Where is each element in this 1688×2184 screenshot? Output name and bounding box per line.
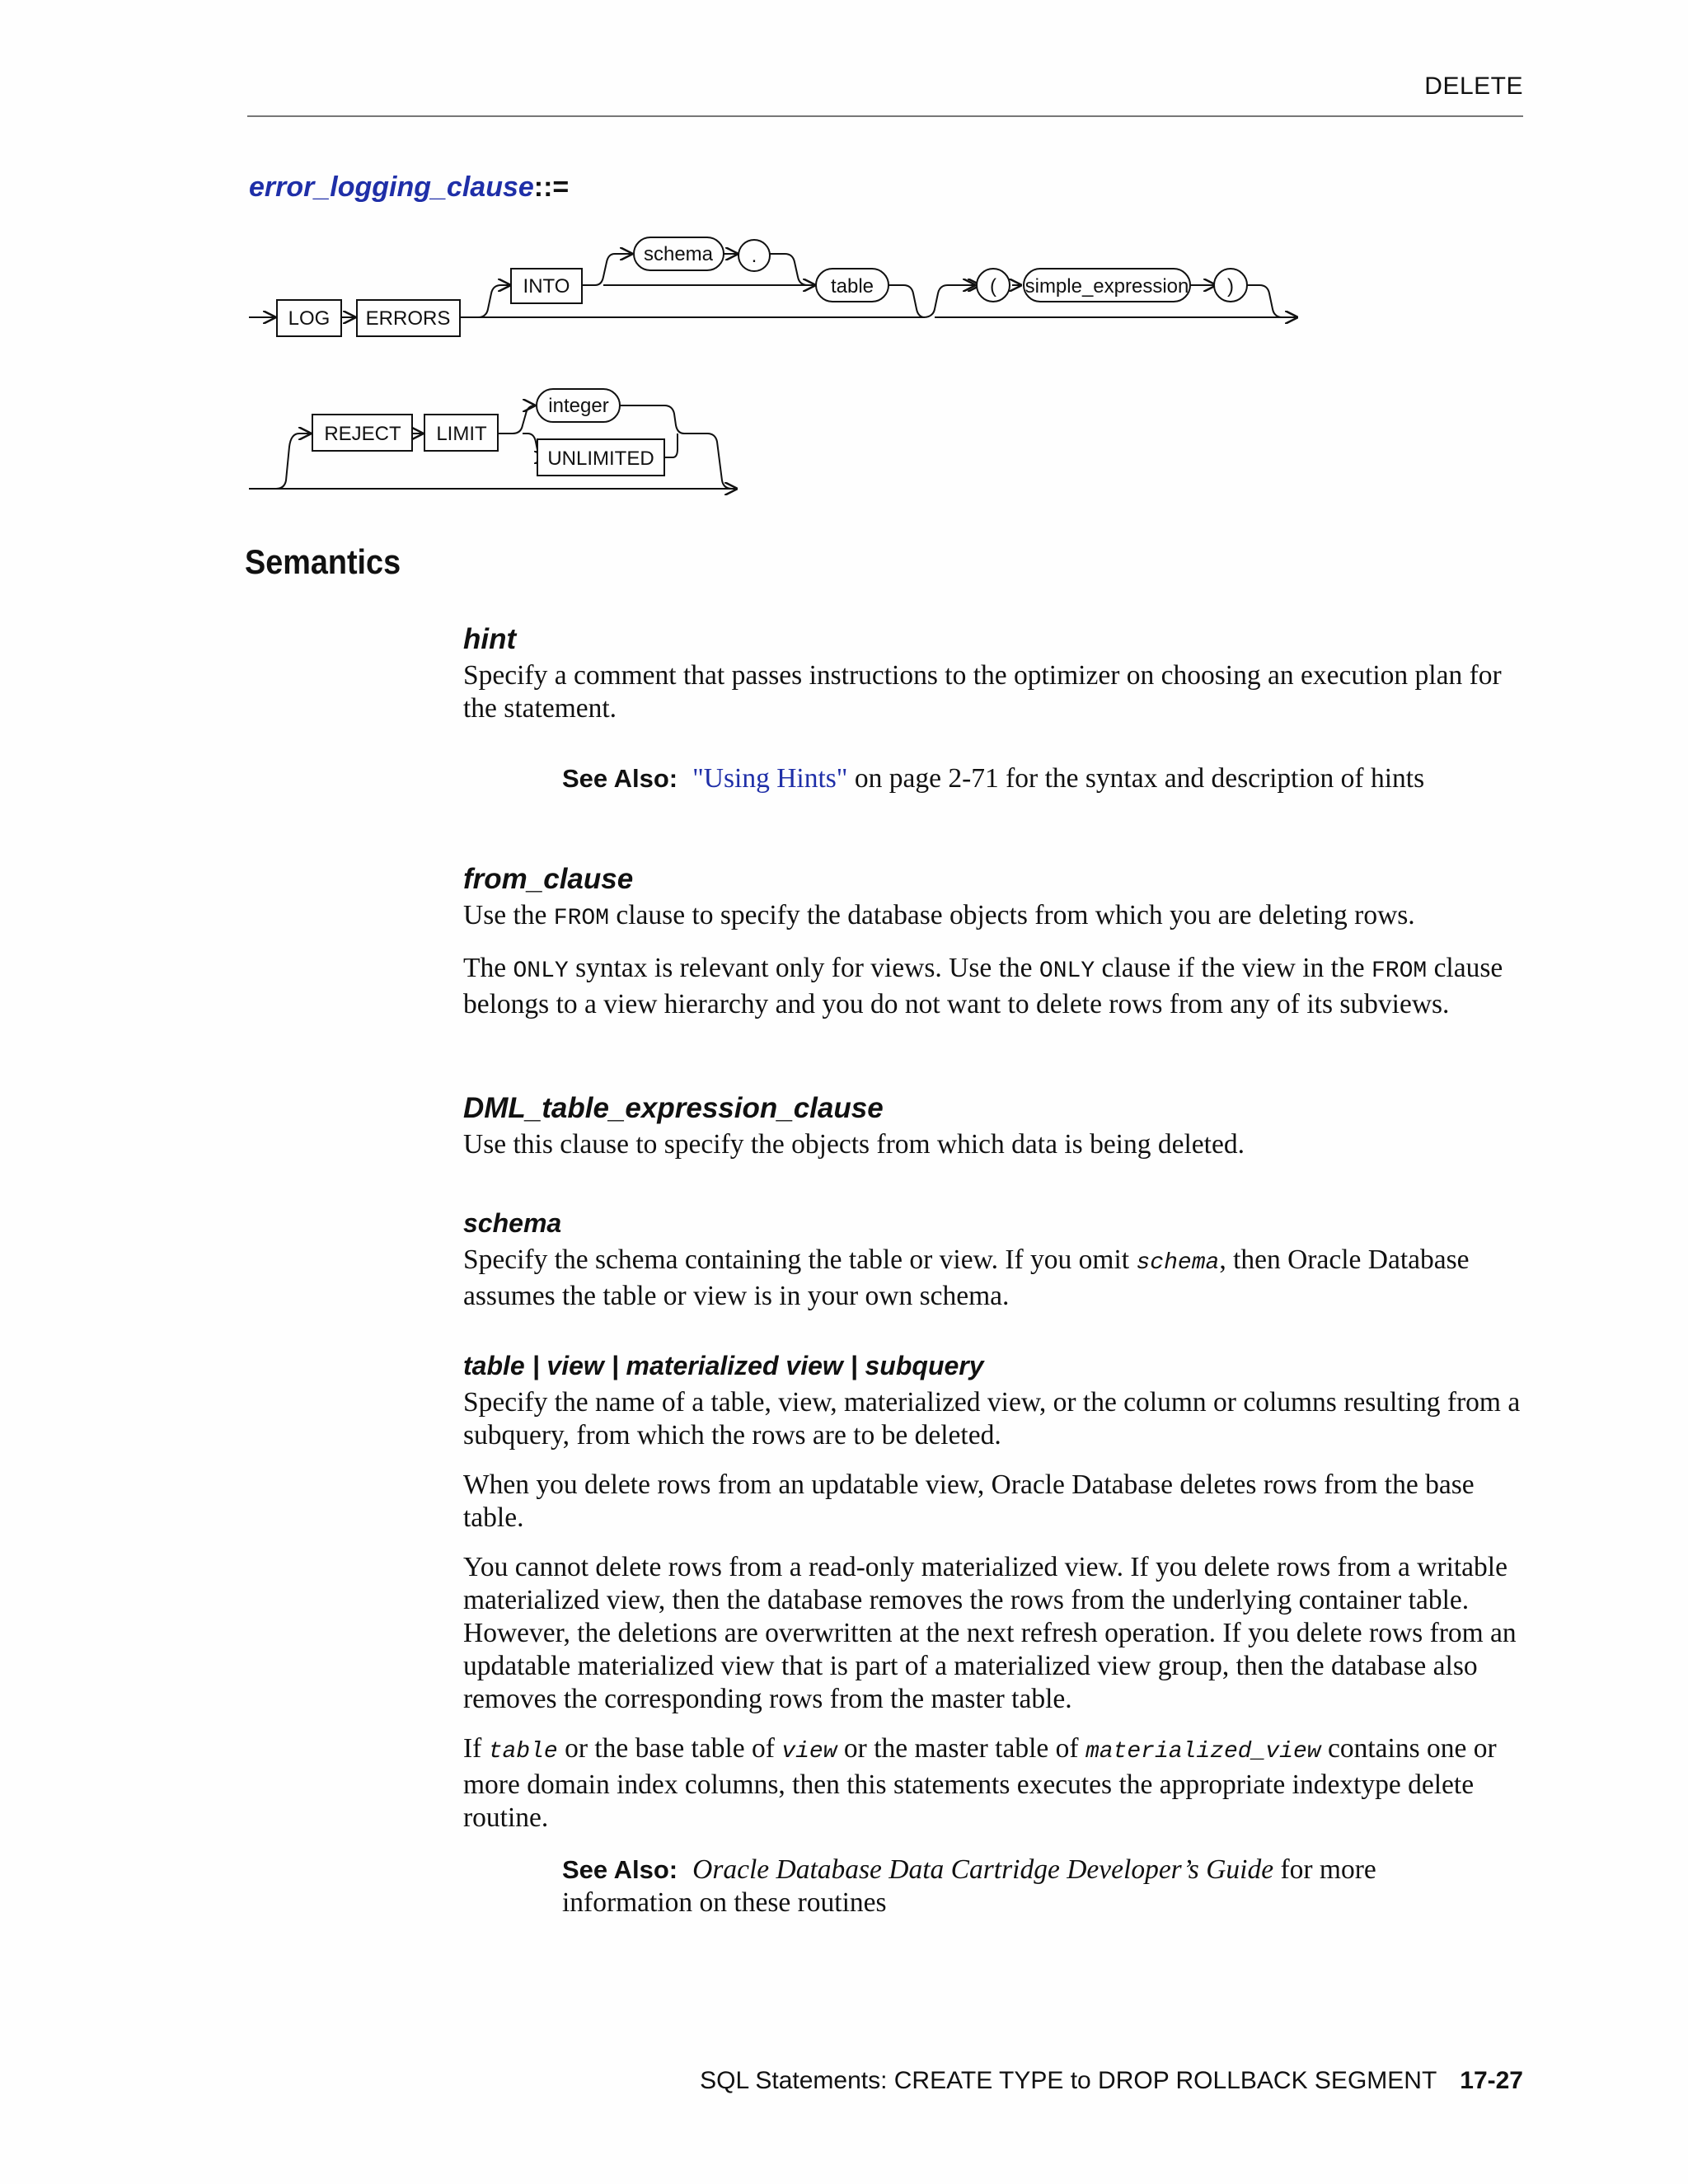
diagram-term-schema: schema xyxy=(643,243,714,265)
schema-heading: schema xyxy=(463,1208,562,1238)
diagram-keyword-errors: ERRORS xyxy=(365,307,451,330)
schema-section xyxy=(463,1208,1526,1313)
schema-text: Specify the schema containing the table or view. If you omit schema, then Oracle Database assumes the table or view is in your own schema. xyxy=(463,1244,1470,1311)
footer-title: SQL Statements: CREATE TYPE to DROP ROLLBACK SEGMENT xyxy=(700,2067,1437,2094)
railroad-diagram xyxy=(0,0,1688,527)
see-also-text: on page 2-71 for the syntax and description of hints xyxy=(847,763,1425,794)
diagram-keyword-limit: LIMIT xyxy=(436,423,487,445)
clause-operator: ::= xyxy=(533,171,570,203)
diagram-dot: . xyxy=(751,245,757,267)
cartridge-guide-title: Oracle Database Data Cartridge Developer’s Guide xyxy=(692,1854,1274,1885)
diagram-keyword-unlimited: UNLIMITED xyxy=(547,448,654,470)
diagram-rparen: ) xyxy=(1227,275,1234,298)
diagram-keyword-log: LOG xyxy=(288,307,331,330)
diagram-keyword-into: INTO xyxy=(523,275,570,298)
semantics-heading: Semantics xyxy=(245,542,401,581)
diagram-term-integer: integer xyxy=(548,395,609,417)
running-head: DELETE xyxy=(1424,73,1523,100)
from-clause-section xyxy=(463,863,1526,1021)
tvms-text-2: When you delete rows from an updatable view, Oracle Database deletes rows from the base table. xyxy=(463,1469,1475,1533)
using-hints-link[interactable]: "Using Hints" xyxy=(692,763,848,794)
see-also-label: See Also: xyxy=(562,1855,678,1884)
tvms-section xyxy=(463,1351,1526,1835)
see-also-text: for more information on these routines xyxy=(562,1854,1376,1918)
from-clause-heading: from_clause xyxy=(463,863,634,895)
dml-text: Use this clause to specify the objects from which data is being deleted. xyxy=(463,1129,1245,1160)
clause-name[interactable]: error_logging_clause xyxy=(249,171,534,203)
from-clause-text-2: The ONLY syntax is relevant only for views. Use the ONLY clause if the view in the FROM clause belongs to a view hierarchy and you do not want to delete rows from any of its subviews. xyxy=(463,953,1503,1019)
hint-see-also xyxy=(562,762,1444,795)
hint-section xyxy=(463,623,1526,725)
page-footer xyxy=(247,2067,1523,2095)
tvms-text-1: Specify the name of a table, view, materialized view, or the column or columns resulting from a subquery, from which the rows are to be deleted. xyxy=(463,1387,1521,1451)
hint-text: Specify a comment that passes instructions to the optimizer on choosing an execution plan for the statement. xyxy=(463,660,1502,724)
dml-section xyxy=(463,1092,1526,1161)
tvms-text-4: If table or the base table of view or the master table of materialized_view contains one or more domain index columns, then this statements executes the appropriate indextype delete routine. xyxy=(463,1733,1497,1833)
from-clause-text-1: Use the FROM clause to specify the database objects from which you are deleting rows. xyxy=(463,900,1415,931)
hint-heading: hint xyxy=(463,623,517,655)
tvms-heading: table | view | materialized view | subquery xyxy=(463,1351,984,1380)
diagram-lparen: ( xyxy=(990,275,996,298)
tvms-text-3: You cannot delete rows from a read-only materialized view. If you delete rows from a writable materialized view, then the database removes the rows from the underlying container table. However, the deletions are overwritten at the next refresh operation. If you delete rows from an updatable materialized view that is part of a materialized view group, then the database also removes the corresponding rows from the master table. xyxy=(463,1552,1517,1714)
dml-heading: DML_table_expression_clause xyxy=(463,1092,884,1124)
diagram-term-table: table xyxy=(830,275,874,298)
tvms-see-also xyxy=(562,1854,1444,1919)
page-number: 17-27 xyxy=(1460,2067,1523,2094)
diagram-term-simple-expression: simple_expression xyxy=(1025,275,1189,298)
see-also-label: See Also: xyxy=(562,764,678,793)
diagram-keyword-reject: REJECT xyxy=(324,423,401,445)
